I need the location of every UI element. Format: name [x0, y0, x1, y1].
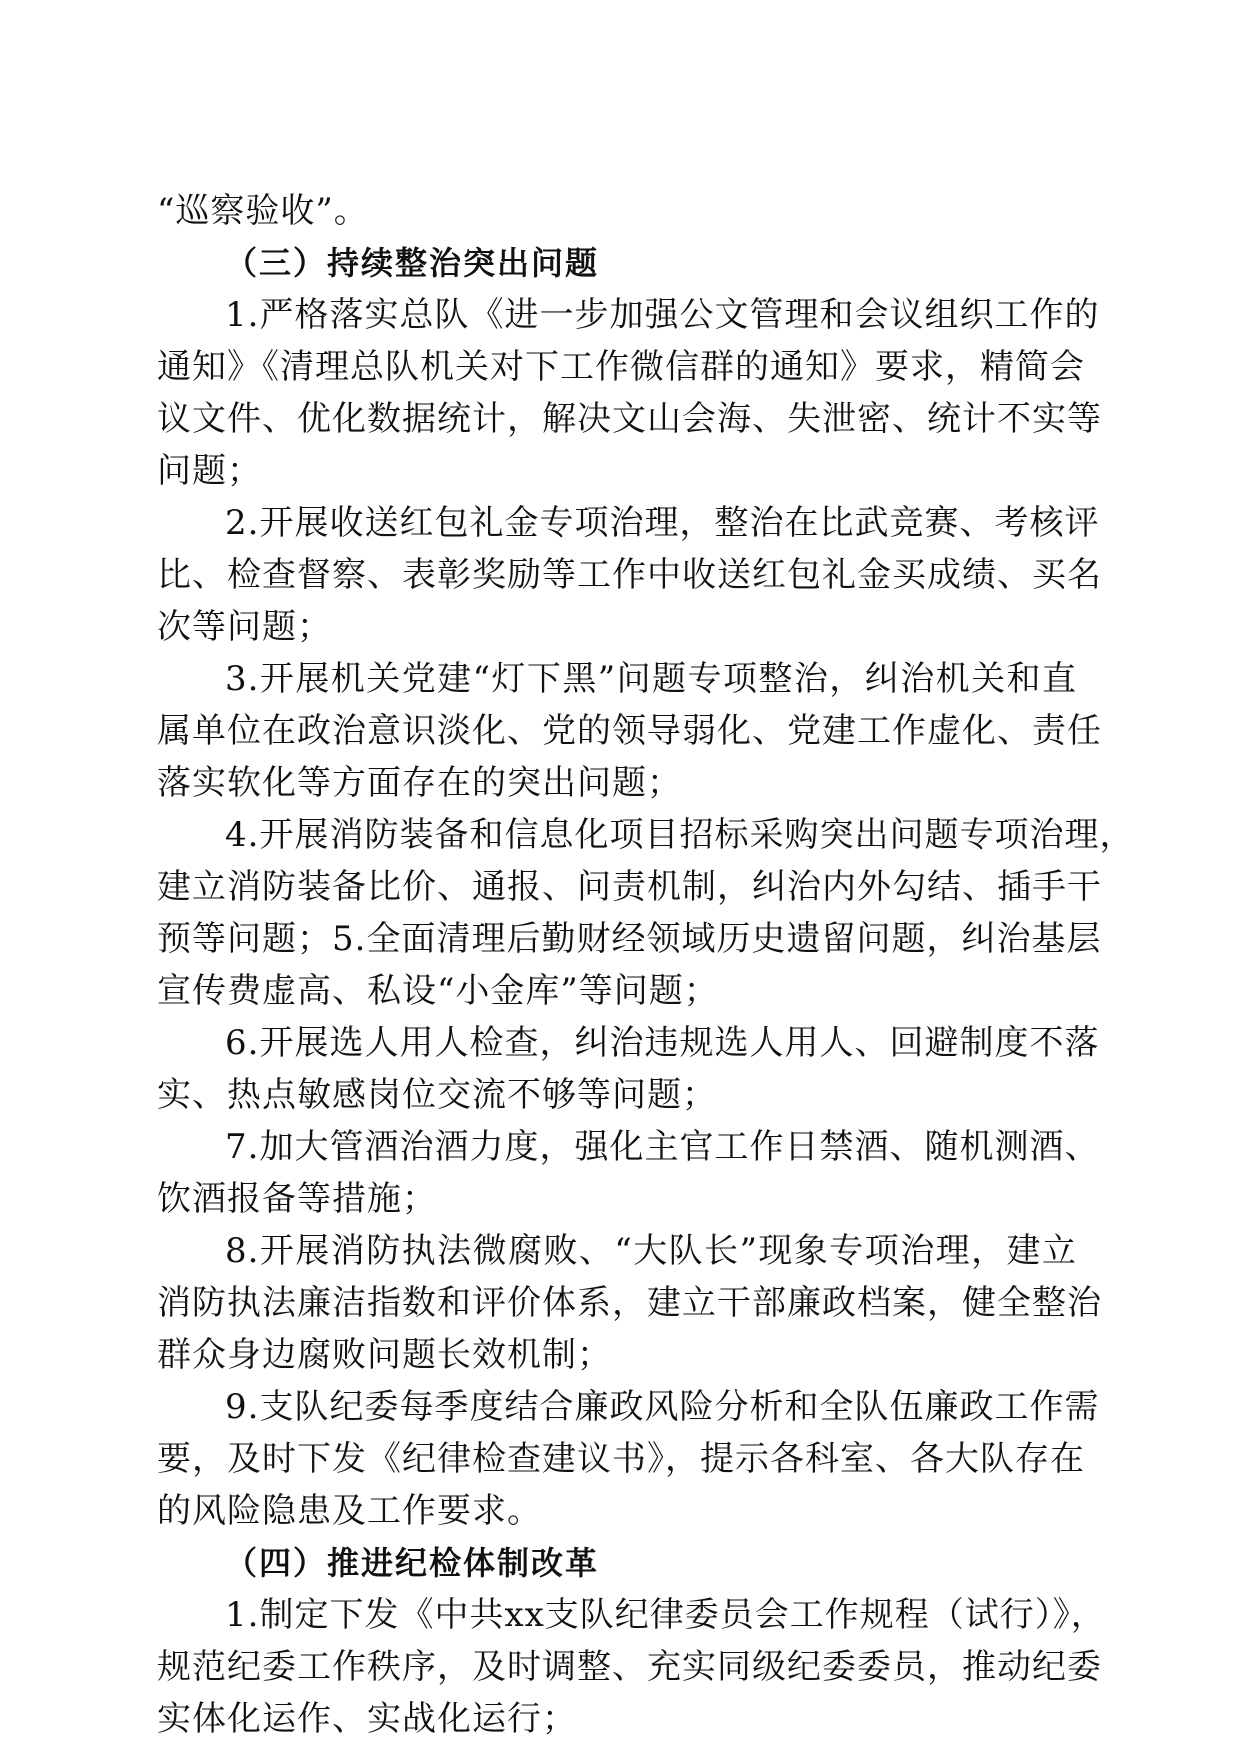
section-heading-four: （四）推进纪检体制改革 [225, 1544, 600, 1582]
paragraph-line: 1.制定下发《中共xx支队纪律委员会工作规程（试行）》， [225, 1595, 1106, 1635]
text-line: “巡察验收”。 [157, 191, 369, 231]
paragraph-line: 建立消防装备比价、通报、问责机制，纠治内外勾结、插手干 [157, 867, 1102, 907]
paragraph-line: 4.开展消防装备和信息化项目招标采购突出问题专项治理， [225, 815, 1135, 855]
paragraph-line: 问题； [157, 451, 262, 491]
paragraph-line: 实、热点敏感岗位交流不够等问题； [157, 1075, 717, 1115]
paragraph-line: 7.加大管酒治酒力度，强化主官工作日禁酒、随机测酒、 [225, 1127, 1100, 1167]
paragraph-line: 3.开展机关党建“灯下黑”问题专项整治，纠治机关和直 [225, 659, 1077, 699]
section-heading-three: （三）持续整治突出问题 [225, 244, 600, 282]
paragraph-line: 8.开展消防执法微腐败、“大队长”现象专项治理，建立 [225, 1231, 1077, 1271]
paragraph-line: 消防执法廉洁指数和评价体系，建立干部廉政档案，健全整治 [157, 1283, 1102, 1323]
paragraph-line: 落实软化等方面存在的突出问题； [157, 763, 682, 803]
paragraph-line: 9.支队纪委每季度结合廉政风险分析和全队伍廉政工作需 [225, 1387, 1100, 1427]
paragraph-line: 比、检查督察、表彰奖励等工作中收送红包礼金买成绩、买名 [157, 555, 1102, 595]
paragraph-line: 预等问题；5.全面清理后勤财经领域历史遗留问题，纠治基层 [157, 919, 1102, 959]
paragraph-line: 2.开展收送红包礼金专项治理，整治在比武竞赛、考核评 [225, 503, 1100, 543]
paragraph-line: 6.开展选人用人检查，纠治违规选人用人、回避制度不落 [225, 1023, 1100, 1063]
paragraph-line: 饮酒报备等措施； [157, 1179, 437, 1219]
paragraph-line: 群众身边腐败问题长效机制； [157, 1335, 612, 1375]
paragraph-line: 宣传费虚高、私设“小金库”等问题； [157, 971, 719, 1011]
paragraph-line: 通知》《清理总队机关对下工作微信群的通知》要求，精简会 [157, 347, 1085, 387]
paragraph-line: 要，及时下发《纪律检查建议书》，提示各科室、各大队存在 [157, 1439, 1085, 1479]
paragraph-line: 属单位在政治意识淡化、党的领导弱化、党建工作虚化、责任 [157, 711, 1102, 751]
paragraph-line: 实体化运作、实战化运行； [157, 1699, 577, 1739]
paragraph-line: 次等问题； [157, 607, 332, 647]
paragraph-line: 1.严格落实总队《进一步加强公文管理和会议组织工作的 [225, 295, 1100, 335]
paragraph-line: 规范纪委工作秩序，及时调整、充实同级纪委委员，推动纪委 [157, 1647, 1102, 1687]
document-body [157, 185, 1135, 1745]
paragraph-line: 议文件、优化数据统计，解决文山会海、失泄密、统计不实等 [157, 399, 1102, 439]
paragraph-line: 的风险隐患及工作要求。 [157, 1491, 542, 1531]
